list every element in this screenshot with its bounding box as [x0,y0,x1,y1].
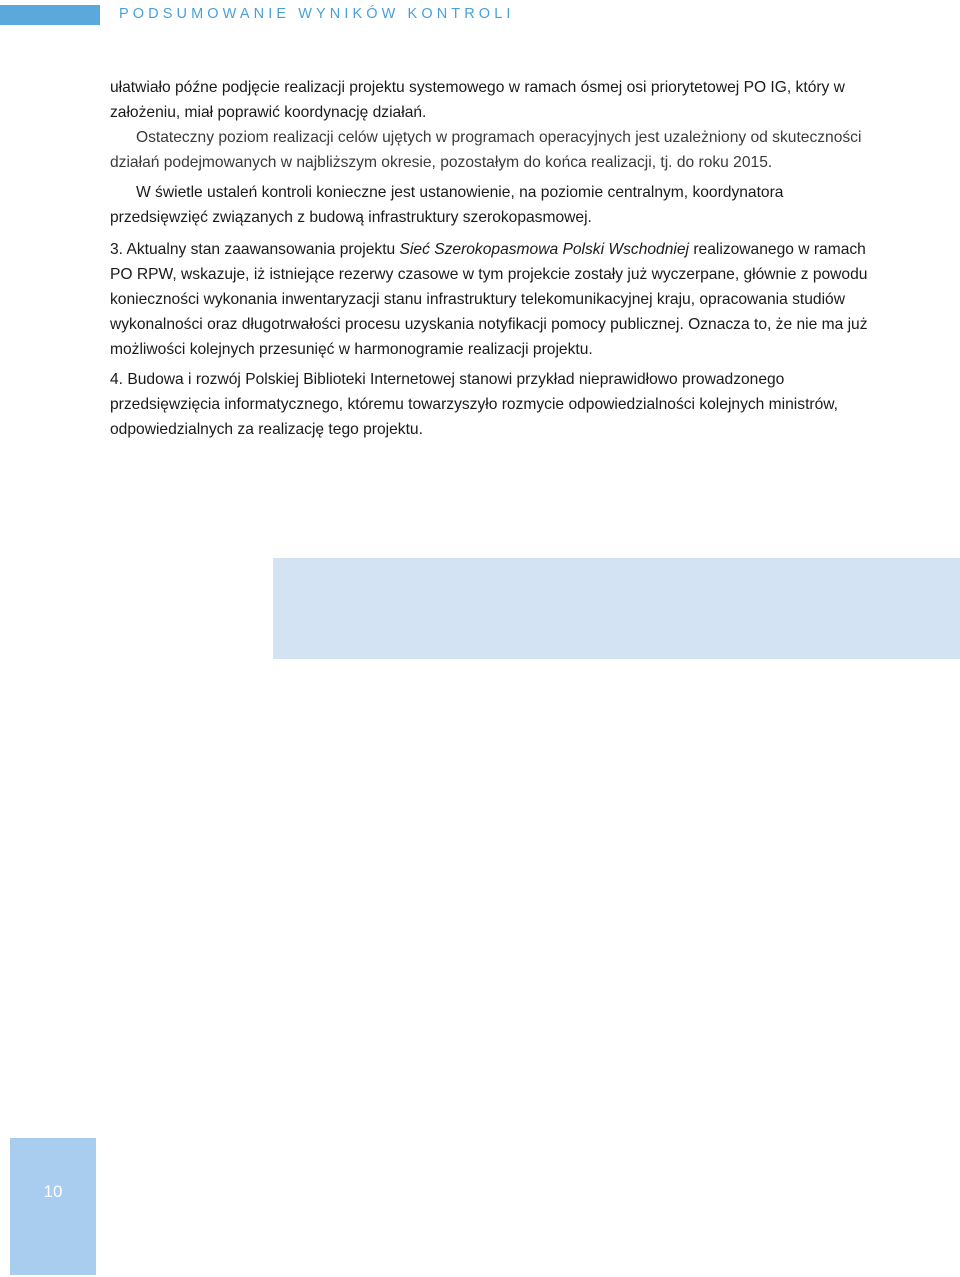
body-text [110,75,870,442]
page-number-tab [10,1138,96,1275]
paragraph-4-suffix: realizowanego w ramach PO RPW, wskazuje, iż istniejące rezerwy czasowe w tym projekcie zostały już wyczerpane, głównie z powodu konieczności wykonania inwentaryzacji stanu infrastruktury telekomunikacyjnej kraju, opracowania studiów wykonalności oraz długotrwałości procesu uzyskania notyfikacji pomocy publicznej. Oznacza to, że nie ma już możliwości kolejnych przesunięć w harmonogramie realizacji projektu. [110,241,868,358]
paragraph-2: Ostateczny poziom realizacji celów ujętych w programach operacyjnych jest uzależniony od skuteczności działań podejmowanych w najbliższym okresie, pozostałym do końca realizacji, tj. do roku 2015. [110,129,862,171]
paragraph-1: ułatwiało późne podjęcie realizacji projektu systemowego w ramach ósmej osi priorytetowej PO IG, który w założeniu, miał poprawić koordynację działań. [110,79,845,121]
decorative-blue-box [273,558,960,659]
header-accent-bar [0,5,100,25]
page-number: 10 [43,1182,63,1201]
paragraph-4 [110,237,870,362]
project-name-italic: Sieć Szerokopasmowa Polski Wschodniej [399,241,690,258]
paragraph-3: W świetle ustaleń kontroli konieczne jest ustanowienie, na poziomie centralnym, koordynatora przedsięwzięć związanych z budową infrastruktury szerokopasmowej. [110,184,784,226]
paragraph-5: 4. Budowa i rozwój Polskiej Biblioteki Internetowej stanowi przykład nieprawidłowo prowadzonego przedsięwzięcia informatycznego, któremu towarzyszyło rozmycie odpowiedzialności kolejnych ministrów, odpowiedzialnych za realizację tego projektu. [110,371,838,438]
section-header-title: PODSUMOWANIE WYNIKÓW KONTROLI [119,6,515,22]
paragraph-4-prefix: 3. Aktualny stan zaawansowania projektu [110,241,400,258]
